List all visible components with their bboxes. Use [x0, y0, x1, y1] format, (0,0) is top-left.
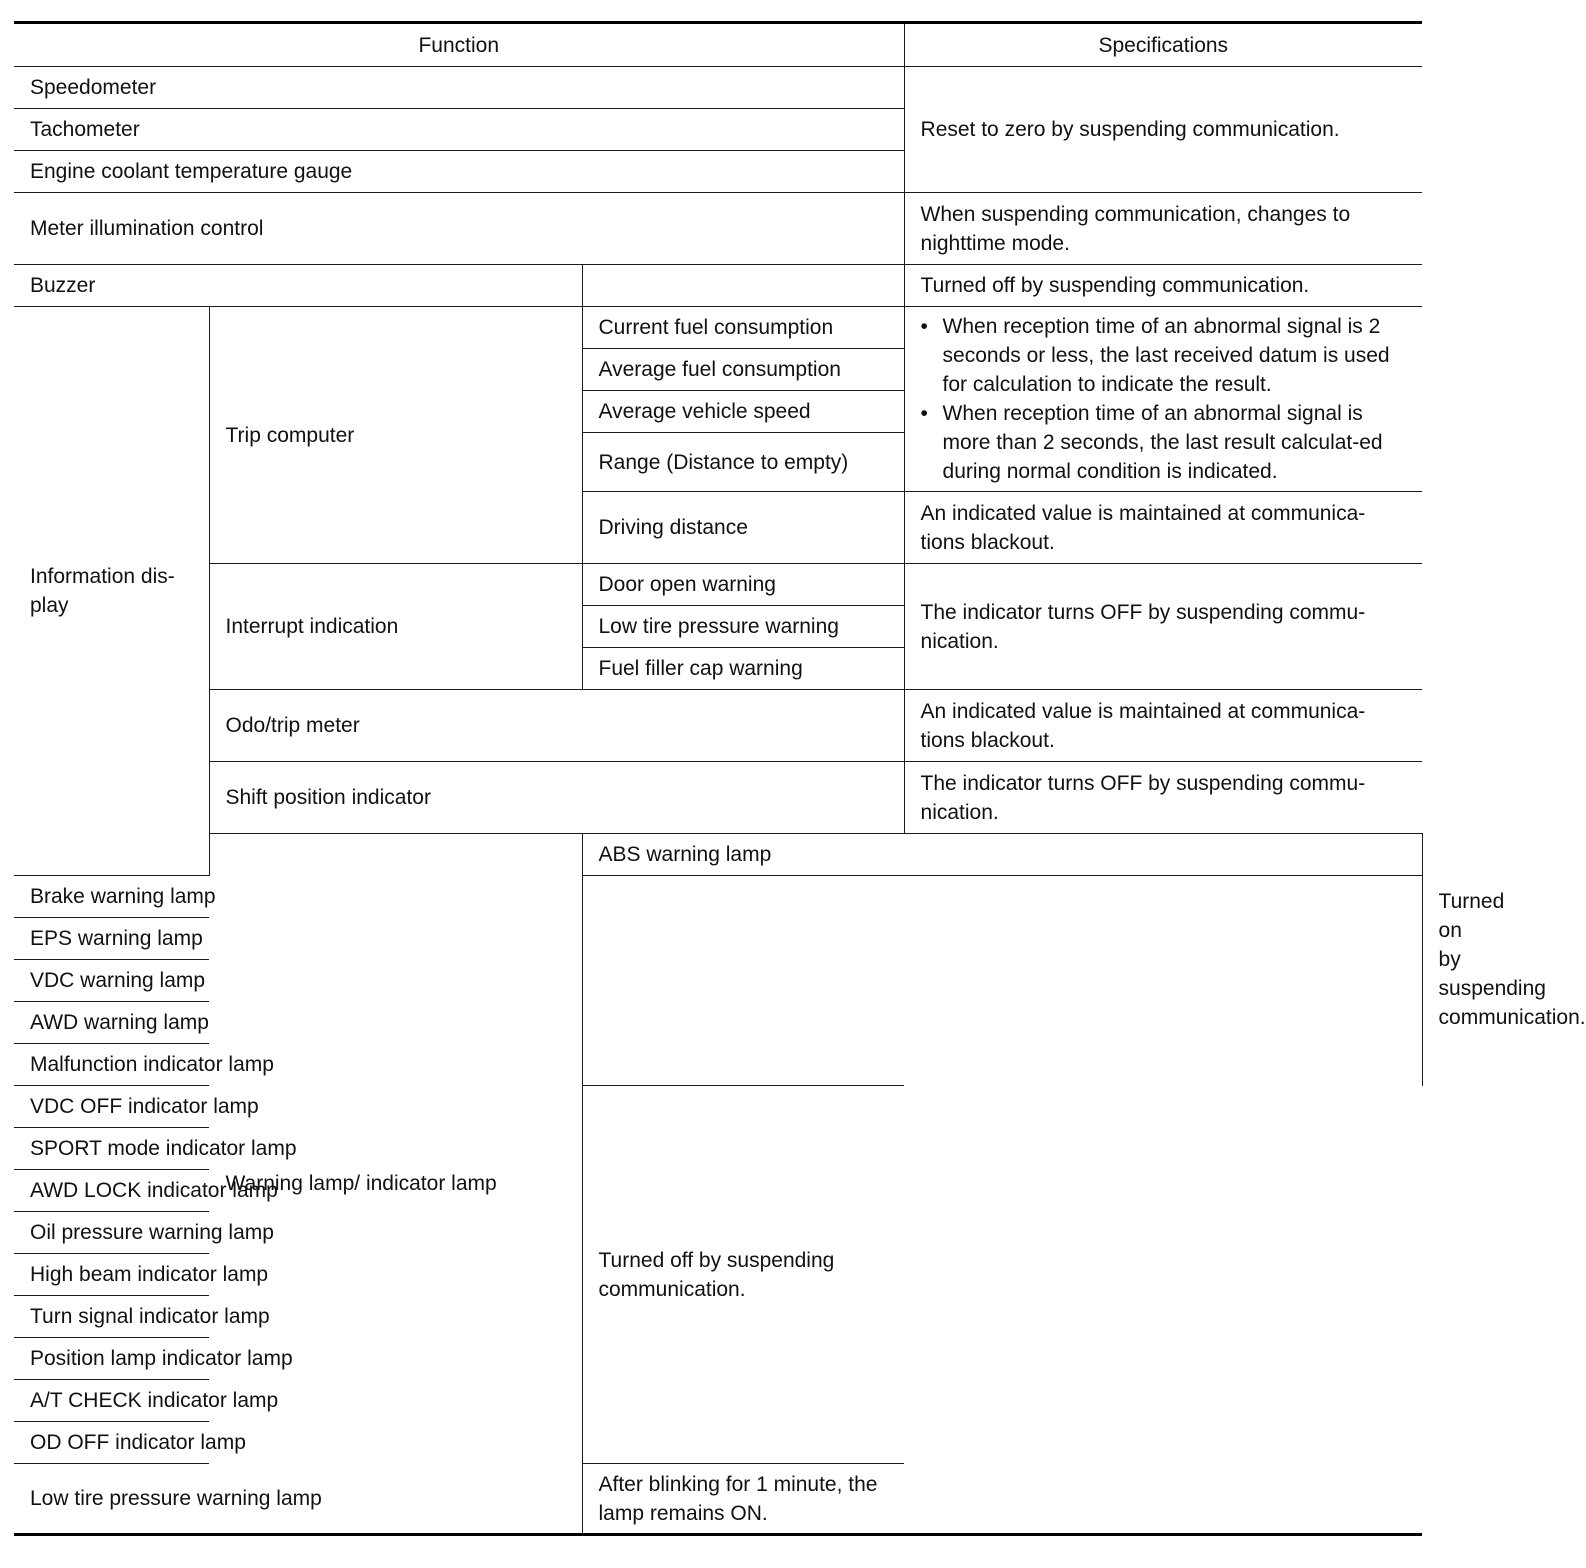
lamp-cell: A/T CHECK indicator lamp: [14, 1380, 582, 1422]
table-row: [14, 307, 1422, 349]
table-row: [14, 193, 1422, 265]
lamp-cell: Oil pressure warning lamp: [14, 1212, 582, 1254]
table-row: [14, 690, 1422, 762]
lamp-cell: High beam indicator lamp: [14, 1254, 582, 1296]
trip-computer-cell: Trip computer: [209, 307, 582, 564]
lamp-cell: AWD warning lamp: [14, 1002, 582, 1044]
speedometer-cell: Speedometer: [14, 67, 904, 109]
fuel-cap-cell: Fuel filler cap warning: [582, 648, 904, 690]
driving-distance-spec-cell: An indicated value is maintained at communica-tions blackout.: [904, 492, 1422, 564]
table-row: [14, 1044, 1422, 1086]
lamp-cell: VDC warning lamp: [14, 960, 582, 1002]
turned-off-spec-cell: Turned off by suspending communication.: [582, 1086, 904, 1464]
range-cell: Range (Distance to empty): [582, 433, 904, 492]
table-row: [14, 876, 1422, 918]
lamp-cell: OD OFF indicator lamp: [14, 1422, 582, 1464]
shift-position-cell: Shift position indicator: [209, 762, 904, 834]
table-row: [14, 1464, 1422, 1535]
meter-illumination-cell: Meter illumination control: [14, 193, 904, 265]
empty-cell: [582, 265, 904, 307]
buzzer-spec-cell: Turned off by suspending communication.: [904, 265, 1422, 307]
header-row: [14, 23, 1422, 67]
lamp-cell: ABS warning lamp: [582, 834, 1422, 876]
meter-illumination-spec-cell: When suspending communication, changes to nighttime mode.: [904, 193, 1422, 265]
table-row: [14, 564, 1422, 606]
table-row: [14, 918, 1422, 960]
table-row: [14, 1086, 1422, 1128]
door-open-cell: Door open warning: [582, 564, 904, 606]
lamp-cell: Malfunction indicator lamp: [14, 1044, 582, 1086]
specification-table: [14, 21, 1586, 1536]
average-speed-cell: Average vehicle speed: [582, 391, 904, 433]
buzzer-cell: Buzzer: [14, 265, 582, 307]
trip-spec-list: [921, 312, 1407, 486]
tachometer-cell: Tachometer: [14, 109, 904, 151]
shift-position-spec-cell: The indicator turns OFF by suspending commu-nication.: [904, 762, 1422, 834]
warning-lamp-cell: Warning lamp/ indicator lamp: [209, 834, 582, 1535]
table-row: [14, 67, 1422, 109]
table-row: Warning lamp/ indicator lamp ABS warning lamp Turned on by suspending communication.: [14, 834, 1422, 876]
average-fuel-cell: Average fuel consumption: [582, 349, 904, 391]
lamp-cell: Brake warning lamp: [14, 876, 582, 918]
table-row: [14, 265, 1422, 307]
specifications-header: Specifications: [904, 23, 1422, 67]
table-row: [14, 762, 1422, 834]
low-tire-lamp-cell: Low tire pressure warning lamp: [14, 1464, 582, 1535]
lamp-cell: SPORT mode indicator lamp: [14, 1128, 582, 1170]
odo-trip-spec-cell: An indicated value is maintained at communica-tions blackout.: [904, 690, 1422, 762]
low-tire-lamp-spec-cell: After blinking for 1 minute, the lamp remains ON.: [582, 1464, 904, 1535]
trip-spec-item: • When reception time of an abnormal signal is 2 seconds or less, the last received datum is used for calculation to indicate the result.: [921, 312, 1407, 399]
current-fuel-cell: Current fuel consumption: [582, 307, 904, 349]
trip-spec-item: • When reception time of an abnormal signal is more than 2 seconds, the last result calculat-ed during normal condition is indicated.: [921, 399, 1407, 486]
lamp-cell: EPS warning lamp: [14, 918, 582, 960]
low-tire-cell: Low tire pressure warning: [582, 606, 904, 648]
lamp-cell: VDC OFF indicator lamp: [14, 1086, 582, 1128]
table-row: [14, 1002, 1422, 1044]
lamp-cell: Position lamp indicator lamp: [14, 1338, 582, 1380]
lamp-cell: Turn signal indicator lamp: [14, 1296, 582, 1338]
coolant-gauge-cell: Engine coolant temperature gauge: [14, 151, 904, 193]
information-display-cell: Information dis-play: [14, 307, 209, 876]
driving-distance-cell: Driving distance: [582, 492, 904, 564]
trip-spec-cell: [904, 307, 1422, 492]
lamp-cell: AWD LOCK indicator lamp: [14, 1170, 582, 1212]
function-header: Function: [14, 23, 904, 67]
interrupt-spec-cell: The indicator turns OFF by suspending commu-nication.: [904, 564, 1422, 690]
interrupt-indication-cell: Interrupt indication: [209, 564, 582, 690]
table-row: [14, 960, 1422, 1002]
odo-trip-cell: Odo/trip meter: [209, 690, 904, 762]
gauges-spec-cell: Reset to zero by suspending communication.: [904, 67, 1422, 193]
